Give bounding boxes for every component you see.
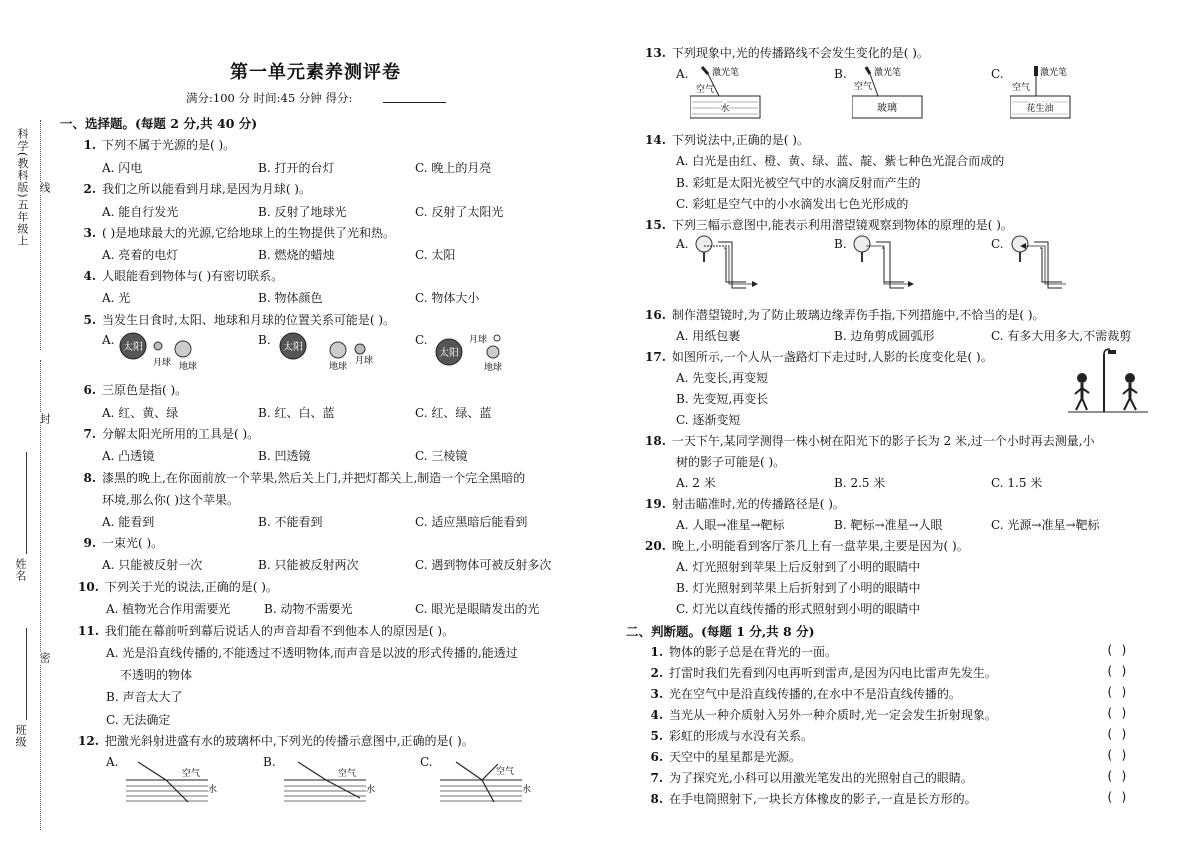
question-stem-cont: 树的影子可能是( )。 [676, 455, 786, 469]
option-a[interactable]: A. 能看到 [102, 515, 155, 529]
answer-parens[interactable]: ( ) [1106, 643, 1128, 657]
answer-parens[interactable]: ( ) [1106, 727, 1128, 741]
svg-text:地球: 地球 [178, 362, 198, 372]
option-b[interactable]: B. 边角剪成圆弧形 [834, 329, 935, 343]
option-a[interactable]: A. [676, 67, 689, 81]
laser-pen-icon [866, 67, 870, 74]
question-stem: 14. 下列说法中,正确的是( )。 [645, 133, 809, 147]
option-c[interactable]: C. 太阳 [415, 248, 456, 262]
judgment-item: 8. 在手电筒照射下,一块长方体橡皮的影子,一直是长方形的。 [650, 792, 977, 806]
option-c[interactable]: C. 三棱镜 [415, 449, 468, 463]
option-a[interactable]: A. 植物光合作用需要光 [106, 602, 231, 616]
svg-text:水: 水 [522, 785, 532, 795]
question-stem: 20. 晚上,小明能看到客厅茶几上有一盘苹果,主要是因为( )。 [645, 539, 969, 553]
option-c[interactable]: C. 反射了太阳光 [415, 205, 504, 219]
svg-text:空气: 空气 [496, 767, 515, 777]
laser-ray [456, 762, 482, 780]
answer-parens[interactable]: ( ) [1106, 748, 1128, 762]
periscope-diagram-c [1010, 234, 1080, 300]
option-b[interactable]: B. 反射了地球光 [258, 205, 347, 219]
svg-text:空气: 空气 [182, 769, 201, 779]
section1-heading: 一、选择题。(每题 2 分,共 40 分) [60, 116, 258, 131]
option-b[interactable]: B. 燃烧的蜡烛 [258, 248, 335, 262]
earth-icon [330, 342, 346, 358]
laser-oil-diagram [1010, 64, 1100, 124]
laser-ray [138, 762, 166, 780]
option-a[interactable]: A. 灯光照射到苹果上后反射到了小明的眼睛中 [676, 560, 921, 574]
question-stem-cont: 环境,那么你( )这个苹果。 [102, 493, 239, 507]
option-c[interactable]: C. 遇到物体可被反射多次 [415, 558, 552, 572]
option-b[interactable]: B. [834, 67, 847, 81]
page-title: 第一单元素养测评卷 [230, 62, 401, 83]
option-b[interactable]: B. 物体颜色 [258, 291, 323, 305]
option-b[interactable]: B. 声音太大了 [106, 690, 183, 704]
street-lamp-icon [1104, 349, 1116, 412]
option-a[interactable]: A. 能自行发光 [102, 205, 179, 219]
exam-meta: 满分:100 分 时间:45 分钟 得分: [186, 91, 353, 105]
option-a[interactable]: A. 光 [102, 291, 131, 305]
earth-icon [487, 346, 499, 358]
question-stem: 16. 制作潜望镜时,为了防止玻璃边缘弄伤手指,下列措施中,不恰当的是( )。 [645, 308, 1045, 322]
judgment-item: 3. 光在空气中是沿直线传播的,在水中不是沿直线传播的。 [650, 687, 961, 701]
option-b[interactable]: B. 彩虹是太阳光被空气中的水滴反射而产生的 [676, 176, 921, 190]
svg-text:激光笔: 激光笔 [712, 68, 740, 78]
question-stem: 13. 下列现象中,光的传播路线不会发生变化的是( )。 [645, 46, 929, 60]
svg-text:激光笔: 激光笔 [1040, 68, 1068, 78]
option-b[interactable]: B. 红、白、蓝 [258, 406, 335, 420]
question-stem: 5. 当发生日食时,太阳、地球和月球的位置关系可能是( )。 [83, 313, 395, 327]
option-c[interactable]: C. 适应黑暗后能看到 [415, 515, 528, 529]
svg-text:太阳: 太阳 [123, 342, 143, 353]
option-c[interactable]: C. 有多大用多大,不需裁剪 [991, 329, 1132, 343]
option-a-cont: 不透明的物体 [120, 668, 193, 682]
option-c[interactable]: C. 红、绿、蓝 [415, 406, 492, 420]
option-b[interactable]: B. 打开的台灯 [258, 161, 335, 175]
option-a[interactable]: A. [102, 333, 115, 347]
option-c[interactable]: C. 1.5 米 [991, 476, 1043, 490]
option-c[interactable]: C. 晚上的月亮 [415, 161, 492, 175]
option-b[interactable]: B. [258, 333, 271, 347]
question-stem: 12. 把激光斜射进盛有水的玻璃杯中,下列光的传播示意图中,正确的是( )。 [78, 734, 474, 748]
moon-icon [154, 342, 162, 350]
question-stem: 6. 三原色是指( )。 [83, 383, 188, 397]
eclipse-diagram-a [116, 332, 206, 372]
question-stem: 10. 下列关于光的说法,正确的是( )。 [78, 580, 278, 594]
laser-water-diagram [690, 64, 780, 124]
answer-parens[interactable]: ( ) [1106, 706, 1128, 720]
margin-dotted-line [40, 120, 41, 350]
svg-text:太阳: 太阳 [283, 342, 303, 353]
laser-glass-diagram [852, 64, 942, 124]
svg-text:水: 水 [720, 104, 730, 114]
question-stem: 17. 如图所示,一个人从一盏路灯下走过时,人影的长度变化是( )。 [645, 350, 993, 364]
periscope-diagram-b [852, 234, 922, 300]
question-stem: 11. 我们能在幕前听到幕后说话人的声音却看不到他本人的原因是( )。 [78, 624, 455, 638]
moon-icon [355, 344, 365, 354]
svg-text:月球: 月球 [152, 358, 172, 368]
option-a[interactable]: A. 红、黄、绿 [102, 406, 179, 420]
street-lamp-diagram [1066, 346, 1150, 416]
option-a[interactable]: A. 用纸包裹 [676, 329, 741, 343]
option-b[interactable]: B. 不能看到 [258, 515, 323, 529]
person-icon [1075, 373, 1089, 410]
option-c[interactable]: C. 眼光是眼睛发出的光 [415, 602, 540, 616]
question-stem: 18. 一天下午,某同学测得一株小树在阳光下的影子长为 2 米,过一个小时再去测量,小 [645, 434, 1095, 448]
judgment-item: 6. 天空中的星星都是光源。 [650, 750, 802, 764]
option-a[interactable]: A. 人眼→准星→靶标 [676, 518, 785, 532]
question-stem: 1. 下列不属于光源的是( )。 [83, 138, 236, 152]
svg-text:太阳: 太阳 [439, 348, 459, 359]
margin-class-label: 班级 [14, 724, 27, 748]
answer-parens[interactable]: ( ) [1106, 685, 1128, 699]
option-b[interactable]: B. [263, 755, 276, 769]
periscope-diagram-a [694, 234, 764, 300]
question-stem: 9. 一束光( )。 [83, 536, 164, 550]
judgment-item: 5. 彩虹的形成与水没有关系。 [650, 729, 814, 743]
option-b[interactable]: B. 凹透镜 [258, 449, 311, 463]
laser-pen-icon [1034, 66, 1038, 76]
refraction-diagram-a [124, 760, 234, 805]
question-stem: 3. ( )是地球最大的光源,它给地球上的生物提供了光和热。 [83, 226, 395, 240]
option-b[interactable]: B. 只能被反射两次 [258, 558, 359, 572]
svg-text:地球: 地球 [483, 363, 503, 373]
tree-icon [696, 236, 712, 252]
option-a[interactable]: A. 闪电 [102, 161, 143, 175]
option-c[interactable]: C. 灯光以直线传播的形式照射到小明的眼睛中 [676, 602, 921, 616]
option-a[interactable]: A. 凸透镜 [102, 449, 155, 463]
svg-text:水: 水 [208, 785, 218, 795]
person-icon [1123, 373, 1137, 410]
margin-name-label: 姓名 [14, 558, 27, 582]
answer-parens[interactable]: ( ) [1106, 790, 1128, 804]
option-b[interactable]: B. 灯光照射到苹果上后折射到了小明的眼睛中 [676, 581, 921, 595]
margin-dotted-line-2 [40, 360, 41, 830]
laser-ray [298, 762, 326, 780]
tree-icon [854, 236, 870, 252]
judgment-item: 2. 打雷时我们先看到闪电再听到雷声,是因为闪电比雷声先发生。 [650, 666, 997, 680]
option-c[interactable]: C. 物体大小 [415, 291, 480, 305]
option-c[interactable]: C. [991, 237, 1004, 251]
margin-subject: 科学(教科版)五年级上 [16, 128, 29, 247]
svg-text:地球: 地球 [328, 362, 348, 372]
question-stem: 8. 漆黑的晚上,在你面前放一个苹果,然后关上门,并把灯都关上,制造一个完全黑暗的 [83, 471, 526, 485]
option-c[interactable]: C. 无法确定 [106, 713, 171, 727]
answer-parens[interactable]: ( ) [1106, 769, 1128, 783]
eclipse-diagram-c [432, 330, 522, 374]
option-a[interactable]: A. [676, 237, 689, 251]
refracted-ray [326, 780, 360, 798]
svg-text:月球: 月球 [468, 335, 488, 345]
svg-text:空气: 空气 [1012, 83, 1031, 93]
option-c[interactable]: C. [991, 67, 1004, 81]
option-a[interactable]: A. 亮着的电灯 [102, 248, 179, 262]
question-stem: 15. 下列三幅示意图中,能表示利用潜望镜观察到物体的原理的是( )。 [645, 218, 1013, 232]
eclipse-diagram-b [276, 332, 376, 372]
option-b[interactable]: B. [834, 237, 847, 251]
section2-heading: 二、判断题。(每题 1 分,共 8 分) [626, 624, 815, 639]
option-a[interactable]: A. 只能被反射一次 [102, 558, 203, 572]
option-c[interactable]: C. 彩虹是空气中的小水滴发出七色光形成的 [676, 197, 909, 211]
judgment-item: 4. 当光从一种介质射入另外一种介质时,光一定会发生折射现象。 [650, 708, 997, 722]
svg-text:空气: 空气 [338, 769, 357, 779]
margin-name-line [26, 452, 27, 554]
laser-pen-icon [702, 67, 708, 74]
margin-seat-label: 密 [38, 652, 51, 664]
svg-text:水: 水 [366, 785, 376, 795]
svg-text:花生油: 花生油 [1026, 104, 1054, 114]
earth-icon [175, 341, 191, 357]
moon-icon [494, 335, 500, 341]
option-a[interactable]: A. 白光是由红、橙、黄、绿、蓝、靛、紫七种色光混合而成的 [676, 154, 1005, 168]
option-a[interactable]: A. 2 米 [676, 476, 716, 490]
option-b[interactable]: B. 先变短,再变长 [676, 392, 769, 406]
svg-text:玻璃: 玻璃 [877, 103, 897, 114]
question-stem: 2. 我们之所以能看到月球,是因为月球( )。 [83, 182, 311, 196]
margin-line-label: 线 [38, 182, 51, 194]
option-c[interactable]: C. [420, 755, 433, 769]
option-b[interactable]: B. 靶标→准星→人眼 [834, 518, 943, 532]
svg-text:空气: 空气 [696, 85, 715, 95]
option-c[interactable]: C. [415, 333, 428, 347]
option-a[interactable]: A. 光是沿直线传播的,不能透过不透明物体,而声音是以波的形式传播的,能透过 [106, 646, 518, 660]
margin-seal-label: 封 [38, 413, 51, 425]
option-c[interactable]: C. 逐渐变短 [676, 413, 741, 427]
option-b[interactable]: B. 2.5 米 [834, 476, 886, 490]
option-b[interactable]: B. 动物不需要光 [264, 602, 353, 616]
option-c[interactable]: C. 光源→准星→靶标 [991, 518, 1100, 532]
question-stem: 19. 射击瞄准时,光的传播路径是( )。 [645, 497, 845, 511]
score-blank[interactable] [383, 102, 446, 103]
option-a[interactable]: A. 先变长,再变短 [676, 371, 769, 385]
svg-text:激光笔: 激光笔 [874, 68, 902, 78]
judgment-item: 7. 为了探究光,小科可以用激光笔发出的光照射自己的眼睛。 [650, 771, 973, 785]
svg-text:月球: 月球 [354, 356, 374, 366]
option-a[interactable]: A. [106, 755, 119, 769]
margin-class-line [26, 628, 27, 720]
refraction-diagram-b [282, 760, 392, 805]
svg-text:空气: 空气 [854, 82, 873, 92]
judgment-item: 1. 物体的影子总是在背光的一面。 [650, 645, 838, 659]
question-stem: 7. 分解太阳光所用的工具是( )。 [83, 427, 260, 441]
question-stem: 4. 人眼能看到物体与( )有密切联系。 [83, 269, 284, 283]
answer-parens[interactable]: ( ) [1106, 664, 1128, 678]
refraction-diagram-c [438, 760, 548, 805]
